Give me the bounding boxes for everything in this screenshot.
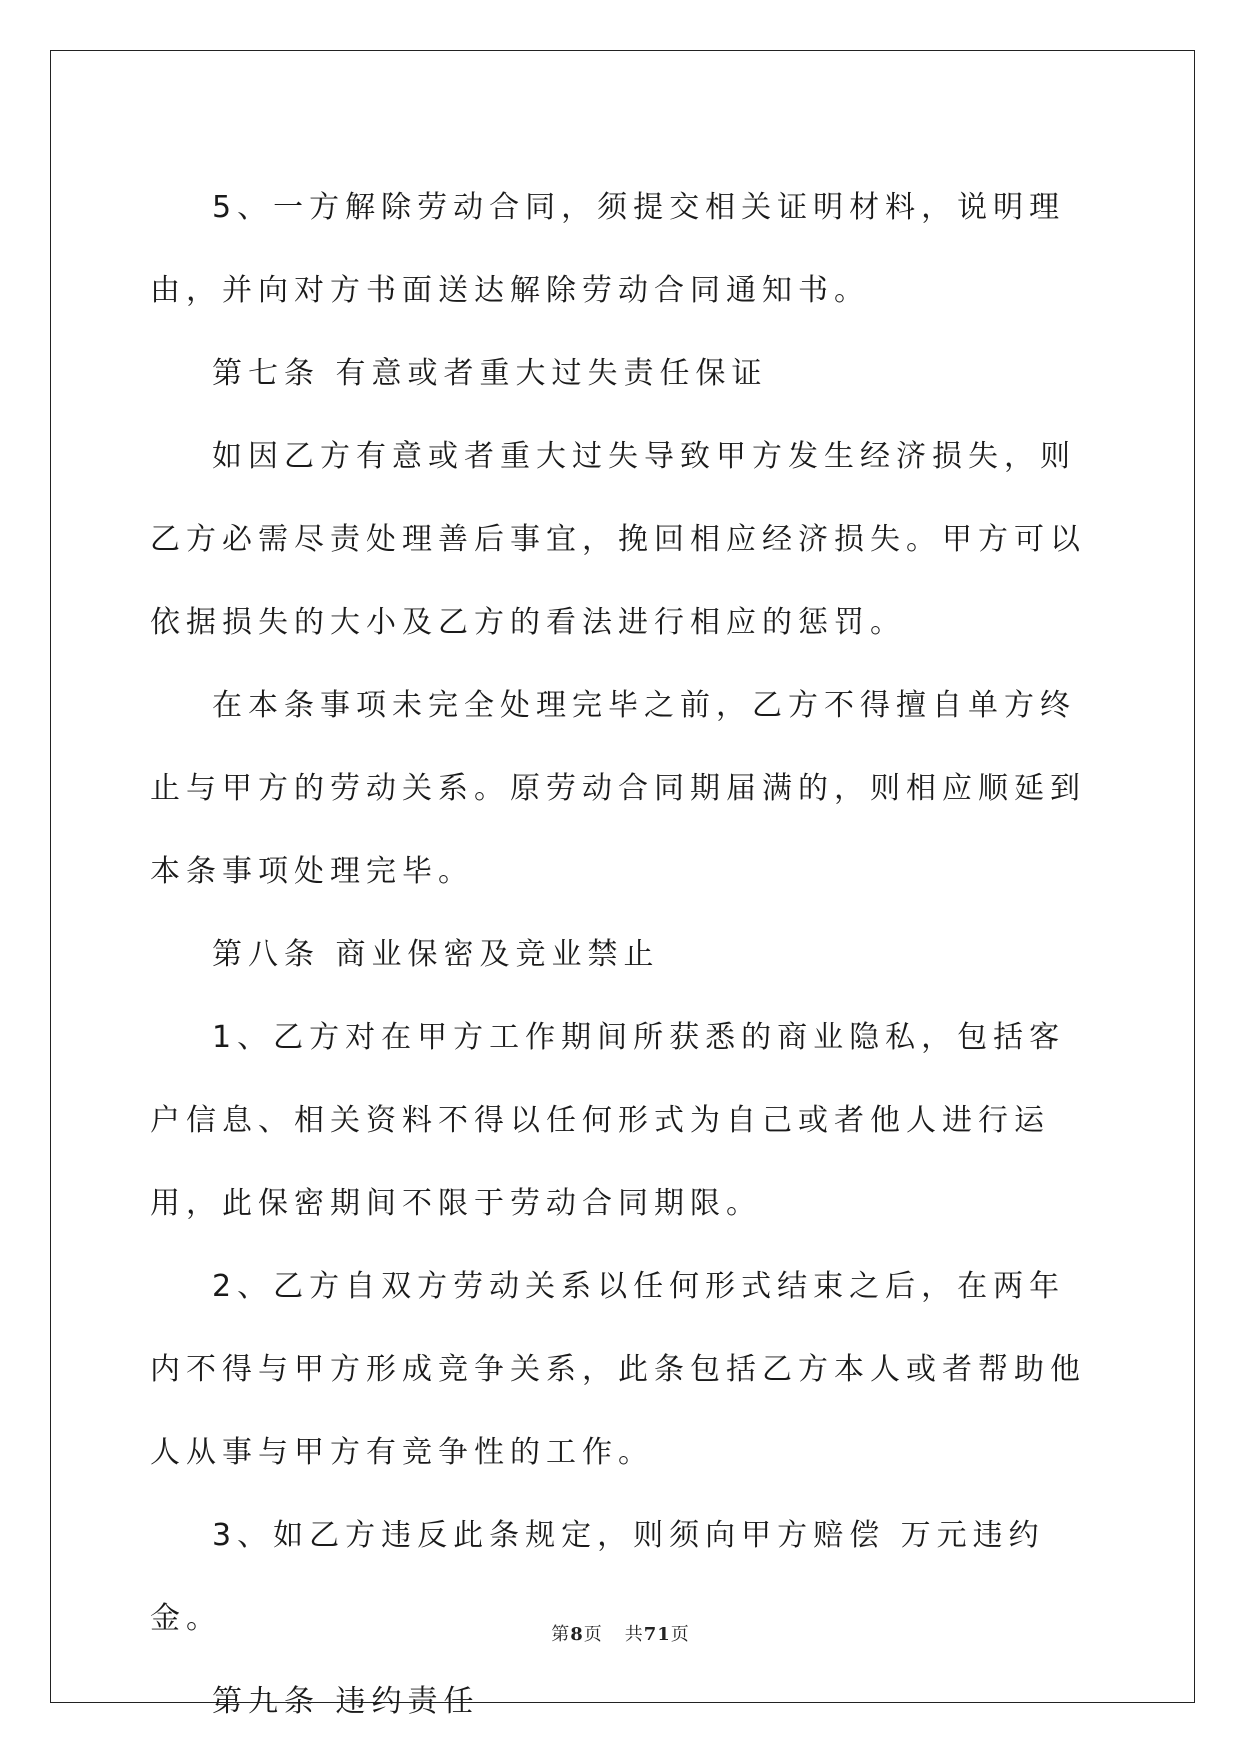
footer-total-prefix: 共 bbox=[624, 1624, 644, 1645]
paragraph-clause-3-penalty: 3、如乙方违反此条规定，则须向甲方赔偿 万元违约金。 bbox=[150, 1518, 1045, 1636]
paragraph-no-unilateral-termination: 在本条事项未完全处理完毕之前，乙方不得擅自单方终止与甲方的劳动关系。原劳动合同期届满的，则相应顺延到本条事项处理完毕。 bbox=[150, 688, 1086, 889]
footer-page-prefix: 第 bbox=[551, 1624, 571, 1645]
footer-total-pages: 71 bbox=[643, 1624, 671, 1645]
page-footer bbox=[0, 1620, 1241, 1646]
paragraph-clause-2-non-compete: 2、乙方自双方劳动关系以任何形式结束之后，在两年内不得与甲方形成竞争关系，此条包括乙方本人或者帮助他人从事与甲方有竞争性的工作。 bbox=[150, 1269, 1086, 1470]
heading-article-9: 第九条 违约责任 bbox=[212, 1684, 480, 1719]
heading-article-8: 第八条 商业保密及竞业禁止 bbox=[212, 937, 660, 972]
footer-page-number: 8 bbox=[570, 1624, 584, 1645]
heading-article-7: 第七条 有意或者重大过失责任保证 bbox=[212, 356, 768, 391]
footer-page-suffix: 页 bbox=[583, 1624, 603, 1645]
footer-total-suffix: 页 bbox=[670, 1624, 690, 1645]
document-body bbox=[150, 166, 1090, 1743]
paragraph-clause-1-confidentiality: 1、乙方对在甲方工作期间所获悉的商业隐私，包括客户信息、相关资料不得以任何形式为自己或者他人进行运用，此保密期间不限于劳动合同期限。 bbox=[150, 1020, 1066, 1221]
paragraph-clause-5-termination-notice: 5、一方解除劳动合同，须提交相关证明材料，说明理由，并向对方书面送达解除劳动合同通知书。 bbox=[150, 190, 1066, 308]
paragraph-negligence-liability: 如因乙方有意或者重大过失导致甲方发生经济损失，则乙方必需尽责处理善后事宜，挽回相应经济损失。甲方可以依据损失的大小及乙方的看法进行相应的惩罚。 bbox=[150, 439, 1086, 640]
